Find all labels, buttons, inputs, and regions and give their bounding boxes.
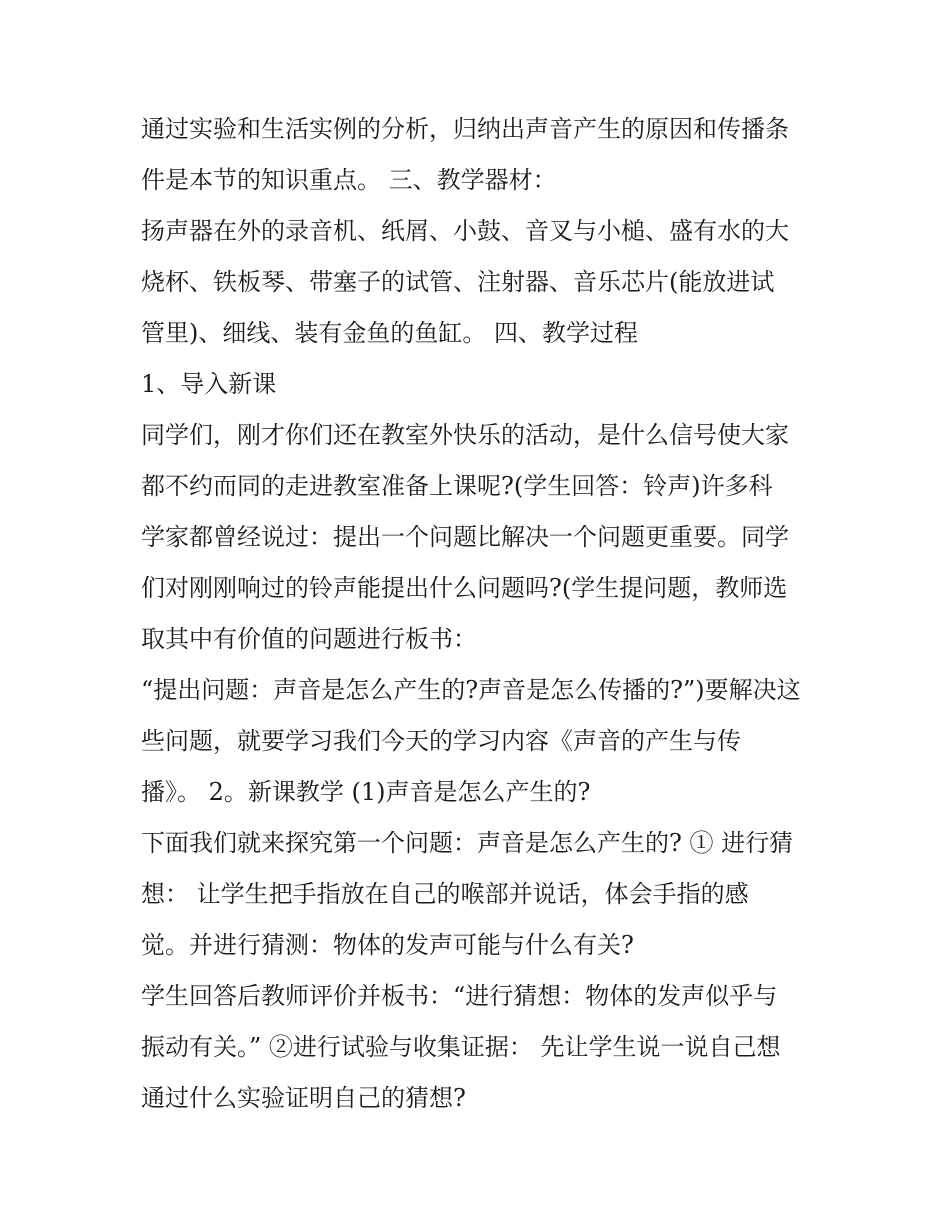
text-line: 件是本节的知识重点。 三、教学器材： <box>141 166 557 194</box>
text-line: 烧杯、铁板琴、带塞子的试管、注射器、音乐芯片(能放进试 <box>141 268 775 296</box>
text-line: 通过什么实验证明自己的猜想? <box>141 1084 466 1112</box>
text-line: 扬声器在外的录音机、纸屑、小鼓、音叉与小槌、盛有水的大 <box>141 217 789 245</box>
text-line: 学生回答后教师评价并板书：“进行猜想：物体的发声似乎与 <box>141 982 778 1010</box>
text-line: 取其中有价值的问题进行板书： <box>141 625 477 653</box>
text-line: 都不约而同的走进教室准备上课呢?(学生回答：铃声)许多科 <box>141 472 773 500</box>
text-line: 振动有关。” ②进行试验与收集证据： 先让学生说一说自己想 <box>141 1033 781 1061</box>
text-line: 学家都曾经说过：提出一个问题比解决一个问题更重要。同学 <box>141 523 789 551</box>
text-line: 觉。并进行猜测：物体的发声可能与什么有关? <box>141 931 634 959</box>
text-line: 播》。 2。新课教学 (1)声音是怎么产生的? <box>141 778 591 806</box>
text-line: 同学们，刚才你们还在教室外快乐的活动，是什么信号使大家 <box>141 421 789 449</box>
text-line: 下面我们就来探究第一个问题：声音是怎么产生的? ① 进行猜 <box>141 829 794 857</box>
section-heading: 1、导入新课 <box>141 370 277 398</box>
text-line: 管里)、细线、装有金鱼的鱼缸。 四、教学过程 <box>141 319 638 347</box>
document-body <box>141 104 821 1124</box>
text-line: 些问题，就要学习我们今天的学习内容《声音的产生与传 <box>141 727 741 755</box>
text-line: 通过实验和生活实例的分析，归纳出声音产生的原因和传播条 <box>141 115 789 143</box>
text-line: 们对刚刚响过的铃声能提出什么问题吗?(学生提问题，教师选 <box>141 574 788 602</box>
text-line: 想： 让学生把手指放在自己的喉部并说话，体会手指的感 <box>141 880 749 908</box>
text-line: “提出问题：声音是怎么产生的?声音是怎么传播的?”)要解决这 <box>141 676 801 704</box>
